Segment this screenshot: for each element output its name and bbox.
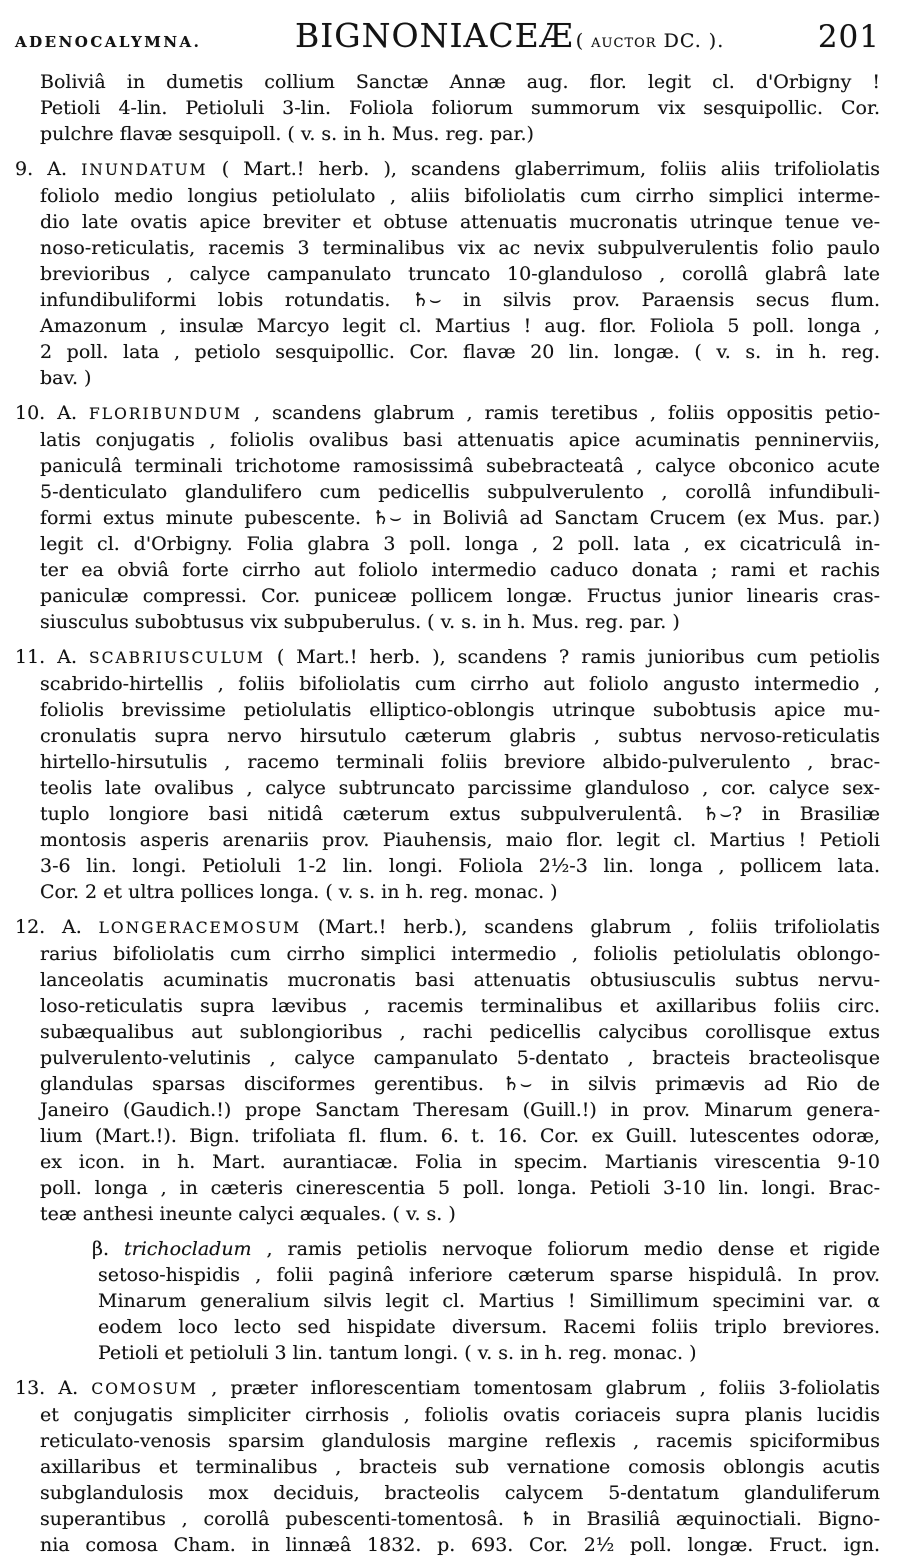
text-line: teolis late ovalibus , calyce subtruncato parcissime glanduloso , cor. calyce sex- [40,777,880,799]
text-line: noso-reticulatis, racemis 3 terminalibus vix ac nevix subpulverulentis folio paulo [40,237,880,259]
text-line: pulverulento-velutinis , calyce campanulato 5-dentato , bracteis bracteolisque [40,1047,880,1069]
text-line: ter ea obviâ forte cirrho aut foliolo intermedio caduco donata ; rami et rachis [40,559,880,581]
species-name: SCABRIUSCULUM [89,649,265,667]
entry-text: , præter inflorescentiam tomentosam glabrum , foliis 3-foliolatis [211,1377,881,1399]
text-line: nia comosa Cham. in linnæâ 1832. p. 693. Cor. 2½ poll. longæ. Fruct. ign. [40,1534,880,1556]
genus-abbreviation: A. [57,646,77,668]
text-line: legit cl. d'Orbigny. Folia glabra 3 poll. longa , 2 poll. lata , ex cicatriculâ in- [40,533,880,555]
text-line: dio late ovatis apice breviter et obtuse attenuatis mucronatis utrinque tenue ve- [40,211,880,233]
text-line: superantibus , corollâ pubescenti-tomentosâ. ♄ in Brasiliâ æquinoctiali. Bigno- [40,1508,880,1530]
text-line: lium (Mart.!). Bign. trifoliata fl. flum. 6. t. 16. Cor. ex Guill. lutescentes odoræ, [40,1125,880,1147]
text-line: glandulas sparsas disciformes gerentibus. ♄⌣ in silvis primævis ad Rio de [40,1073,880,1095]
species-entry-9 [15,156,880,391]
variety-first-line [92,1236,880,1262]
text-line: Cor. 2 et ultra pollices longa. ( v. s. in h. reg. monac. ) [40,881,558,903]
text-line: reticulato-venosis sparsim glandulosis margine reflexis , racemis spiciformibus [40,1430,880,1452]
text-line: foliolis brevissime petiolulatis elliptico-oblongis utrinque subobtusis apice mu- [40,699,880,721]
text-line: formi extus minute pubescente. ♄⌣ in Boliviâ ad Sanctam Crucem (ex Mus. par.) [40,507,880,529]
running-head: ADENOCALYMNA. [15,33,202,51]
continuation-paragraph [15,69,880,147]
entry-text: (Mart.! herb.), scandens glabrum , foliis trifoliolatis [317,916,880,938]
species-entry-11 [15,644,880,905]
entry-number: 12. [15,916,46,938]
entry-number: 13. [15,1377,46,1399]
entry-number: 9. [15,158,34,180]
text-line: siusculus subobtusus vix subpuberulus. ( v. s. in h. Mus. reg. par. ) [40,611,680,633]
text-line: Minarum generalium silvis legit cl. Martius ! Simillimum specimini var. α [98,1290,880,1312]
entry-first-line [15,156,880,183]
species-entry-12 [15,914,880,1227]
genus-abbreviation: A. [58,1377,79,1399]
text-line: loso-reticulatis supra lævibus , racemis terminalibus et axillaribus foliis circ. [40,995,880,1017]
variety-name: trichocladum [124,1238,252,1260]
entry-first-line [15,400,880,427]
text-line: foliolo medio longius petiolulato , aliis bifoliolatis cum cirrho simplici interme- [40,185,880,207]
genus-abbreviation: A. [62,916,82,938]
text-line: 3-6 lin. longi. Petioluli 1-2 lin. longi. Foliola 2½-3 lin. longa , pollicem lata. [40,855,880,877]
text-line: teæ anthesi ineunte calyci æquales. ( v. s. ) [40,1203,456,1225]
text-line: tuplo longiore basi nitidâ cæterum extus subpulverulentâ. ♄⌣? in Brasiliæ [40,803,880,825]
text-line: eodem loco lecto sed hispidate diversum. Racemi foliis triplo breviores. [98,1316,880,1338]
genus-abbreviation: A. [57,402,78,424]
text-line: pulchre flavæ sesquipoll. ( v. s. in h. Mus. reg. par.) [40,123,534,145]
entry-number: 10. [15,402,46,424]
text-line: latis conjugatis , foliolis ovalibus basi attenuatis apice acuminatis penninerviis, [40,429,880,451]
entry-text: ( Mart.! herb. ), scandens ? ramis junioribus cum petiolis [276,646,881,668]
genus-abbreviation: A. [47,158,68,180]
text-line: Janeiro (Gaudich.!) prope Sanctam Theresam (Guill.!) in prov. Minarum genera- [40,1099,880,1121]
entry-first-line [15,644,881,671]
text-line: bav. ) [40,367,92,389]
entry-text: ( Mart.! herb. ), scandens glaberrimum, foliis aliis trifoliolatis [221,158,880,180]
text-line: subglandulosis mox deciduis, bracteolis calycem 5-dentatum glanduliferum [40,1482,880,1504]
text-line: ex icon. in h. Mart. aurantiacæ. Folia in specim. Martianis virescentia 9-10 [40,1151,880,1173]
text-line: infundibuliformi lobis rotundatis. ♄⌣ in silvis prov. Paraensis secus flum. [40,289,880,311]
text-line: paniculâ terminali trichotome ramosissimâ subebracteatâ , calyce obconico acute [40,455,880,477]
text-line: setoso-hispidis , folii paginâ inferiore cæterum sparse hispidulâ. In prov. [98,1264,880,1286]
text-line: subæqualibus aut sublongioribus , rachi pedicellis calycibus corollisque extus [40,1021,880,1043]
variety-text: , ramis petiolis nervoque foliorum medio dense et rigide [266,1238,880,1260]
variety-marker: β. [92,1238,110,1260]
text-line: 5-denticulato glandulifero cum pedicellis subpulverulento , corollâ infundibuli- [40,481,880,503]
species-name: INUNDATUM [81,161,208,179]
text-line: brevioribus , calyce campanulato truncato 10-glanduloso , corollâ glabrâ late [40,263,880,285]
text-line: Amazonum , insulæ Marcyo legit cl. Martius ! aug. flor. Foliola 5 poll. longa , [40,315,880,337]
text-line: cronulatis supra nervo hirsutulo cæterum glabris , subtus nervoso-reticulatis [40,725,880,747]
entry-first-line [15,914,880,941]
entry-text: , scandens glabrum , ramis teretibus , foliis oppositis petio- [254,402,880,424]
text-line: paniculæ compressi. Cor. puniceæ pollicem longæ. Fructus junior linearis cras- [40,585,880,607]
text-line: poll. longa , in cæteris cinerescentia 5 poll. longa. Petioli 3-10 lin. longi. Brac- [40,1177,880,1199]
text-line: Boliviâ in dumetis collium Sanctæ Annæ aug. flor. legit cl. d'Orbigny ! [40,71,880,93]
page-number: 201 [817,19,880,55]
text-line: Petioli 4-lin. Petioluli 3-lin. Foliola foliorum summorum vix sesquipollic. Cor. [40,97,880,119]
text-line: scabrido-hirtellis , foliis bifoliolatis cum cirrho aut foliolo angusto intermedio , [40,673,880,695]
text-line: 2 poll. lata , petiolo sesquipollic. Cor. flavæ 20 lin. longæ. ( v. s. in h. reg. [40,341,880,363]
text-line: Petioli et petioluli 3 lin. tantum longi. ( v. s. in h. reg. monac. ) [98,1342,697,1364]
text-line: rarius bifoliolatis cum cirrho simplici intermedio , foliolis petiolulatis oblongo- [40,943,880,965]
entry-first-line [15,1375,881,1402]
variety-paragraph [15,1236,880,1366]
species-name: FLORIBUNDUM [89,405,242,423]
species-entry-10 [15,400,880,635]
species-name: LONGERACEMOSUM [98,919,302,937]
text-line: axillaribus et terminalibus , bracteis sub vernatione comosis oblongis acutis [40,1456,880,1478]
text-line: lanceolatis acuminatis mucronatis basi attenuatis obtusiusculis subtus nervu- [40,969,880,991]
title-annotation: ( auctor DC. ). [575,30,725,52]
page-header [15,16,880,55]
text-line: hirtello-hirsutulis , racemo terminali foliis breviore albido-pulverulento , brac- [40,751,880,773]
family-title: BIGNONIACEÆ [295,16,574,55]
text-line: montosis asperis arenariis prov. Piauhensis, maio flor. legit cl. Martius ! Petioli [40,829,880,851]
entry-number: 11. [15,646,46,668]
page-title [295,16,724,55]
text-body [15,69,880,1558]
species-entry-13 [15,1375,880,1558]
species-name: COMOSUM [91,1380,199,1398]
text-line: et conjugatis simpliciter cirrhosis , foliolis ovatis coriaceis supra planis lucidis [40,1404,880,1426]
